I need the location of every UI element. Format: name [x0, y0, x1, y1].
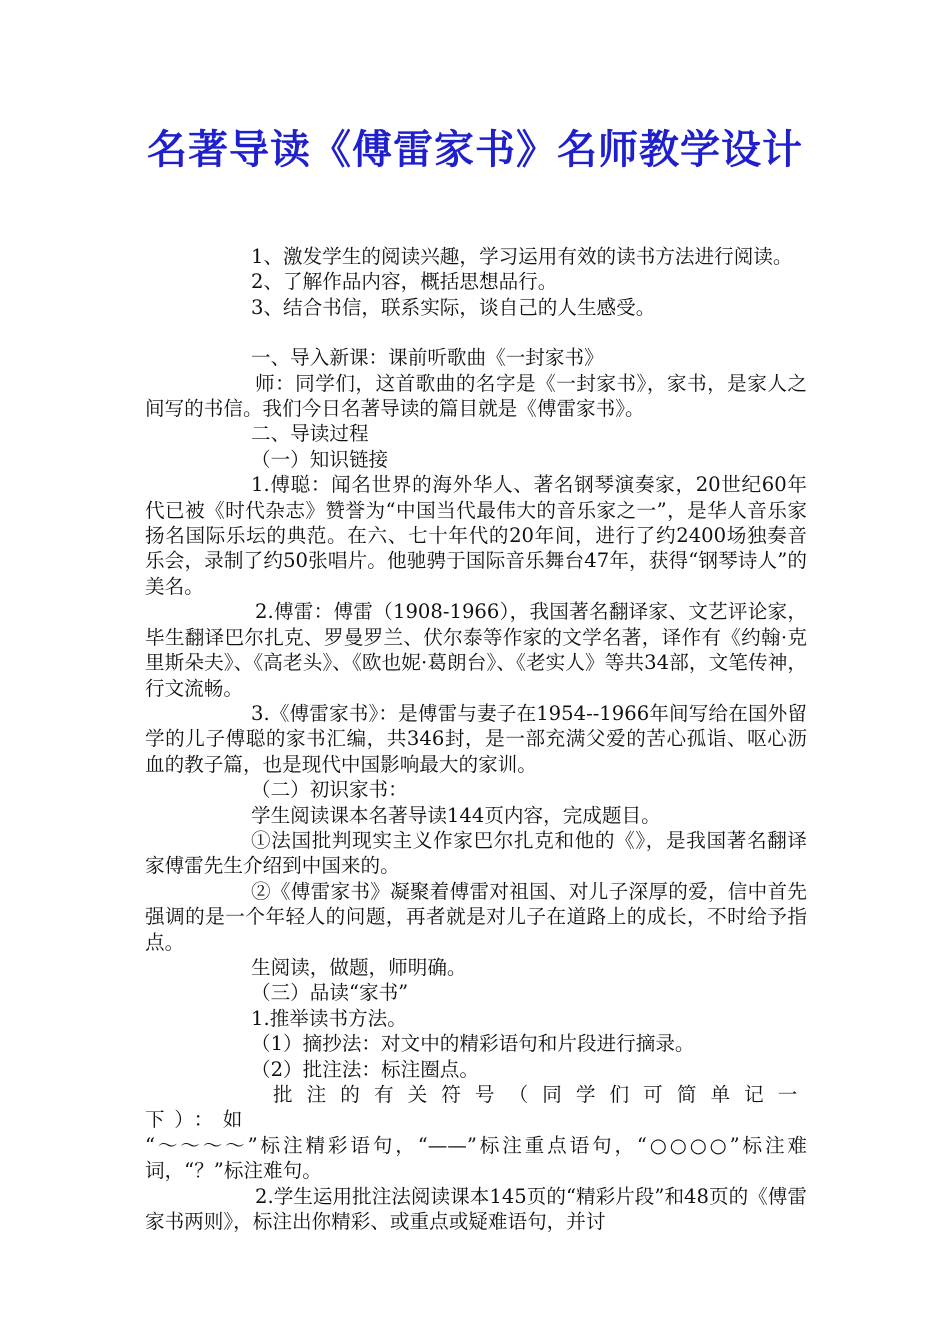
section-heading-process: 二、导读过程	[251, 422, 369, 446]
subheading-knowledge: （一）知识链接	[251, 447, 389, 471]
reading-task: 学生阅读课本名著导读144页内容，完成题目。	[251, 803, 661, 827]
document-title: 名著导读《傅雷家书》名师教学设计	[147, 126, 803, 173]
objective-1: 1、激发学生的阅读兴趣，学习运用有效的读书方法进行阅读。	[251, 245, 793, 268]
subheading-savor: （三）品读“家书”	[251, 981, 409, 1005]
student-activity: 生阅读，做题，师明确。	[251, 955, 467, 979]
method-excerpt: （1）摘抄法：对文中的精彩语句和片段进行摘录。	[251, 1032, 695, 1056]
subheading-first-look: （二）初识家书：	[251, 778, 408, 802]
section-heading-intro: 一、导入新课：课前听歌曲《一封家书》	[251, 346, 604, 370]
annotation-symbols-intro: 批注的有关符号（同学们可简单记一下）：如	[145, 1083, 807, 1132]
objective-2: 2、了解作品内容，概括思想品行。	[251, 270, 558, 294]
practice-paragraph: 2.学生运用批注法阅读课本145页的“精彩片段”和48页的《傅雷家书两则》，标注出你精彩、或重点或疑难语句，并讨	[145, 1184, 807, 1234]
fu-cong-paragraph: 1.傅聪：闻名世界的海外华人、著名钢琴演奏家，20世纪60年代已被《时代杂志》赞誉为“中国当代最伟大的音乐家之一”，是华人音乐家扬名国际乐坛的典范。在六、七十年代的20年间，进行了约2400场独奏音乐会，录制了约50张唱片。他驰骋于国际音乐舞台47年，获得“钢琴诗人”的美名。	[145, 473, 807, 598]
book-intro-paragraph: 3.《傅雷家书》：是傅雷与妻子在1954--1966年间写给在国外留学的儿子傅聪的家书汇编，共346封，是一部充满父爱的苦心孤诣、呕心沥血的教子篇，也是现代中国影响最大的家训。	[145, 701, 807, 776]
method-heading: 1.推举读书方法。	[251, 1006, 407, 1030]
paragraph-gap	[145, 320, 807, 345]
teacher-intro-paragraph: 师：同学们，这首歌曲的名字是《一封家书》，家书，是家人之间写的书信。我们今日名著导读的篇目就是《傅雷家书》。	[145, 371, 807, 421]
method-annotate: （2）批注法：标注圈点。	[251, 1057, 479, 1081]
annotation-symbols-list: “～～～～”标注精彩语句，“——”标注重点语句，“○○○○”标注难词，“？”标注难句。	[145, 1133, 807, 1183]
fu-lei-paragraph: 2.傅雷：傅雷（1908-1966），我国著名翻译家、文艺评论家，毕生翻译巴尔扎克、罗曼罗兰、伏尔泰等作家的文学名著，译作有《约翰·克里斯朵夫》、《高老头》、《欧也妮·葛朗台》、《老实人》等共34部，文笔传神，行文流畅。	[145, 600, 807, 700]
question-1: ①法国批判现实主义作家巴尔扎克和他的《》，是我国著名翻译家傅雷先生介绍到中国来的。	[145, 828, 807, 878]
question-2: ②《傅雷家书》凝聚着傅雷对祖国、对儿子深厚的爱，信中首先强调的是一个年轻人的问题，再者就是对儿子在道路上的成长，不时给予指点。	[145, 879, 807, 954]
document-body	[145, 244, 807, 1234]
objective-3: 3、结合书信，联系实际，谈自己的人生感受。	[251, 295, 656, 319]
